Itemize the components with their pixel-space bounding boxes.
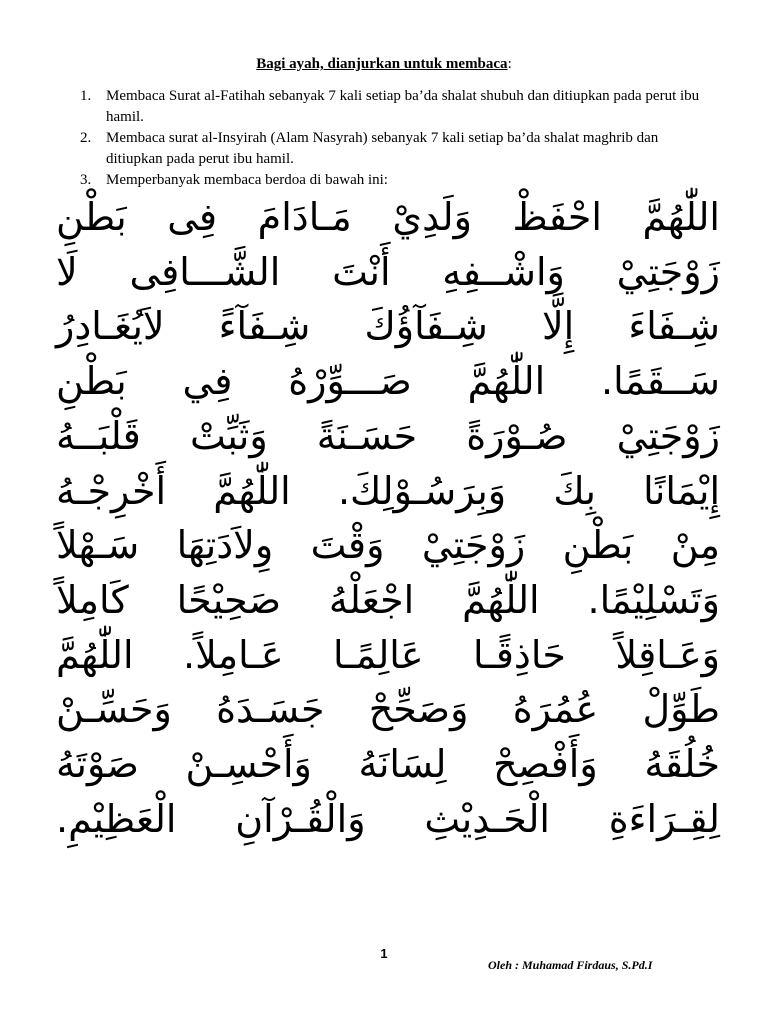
prayer-line: زَوْجَتِيْ صُـوْرَةً حَسَـنَةً وَثَبِّتْ قَلْبَــهُ <box>56 413 720 458</box>
section-heading <box>0 56 768 73</box>
prayer-line: وَتَسْلِيْمًا. اللّٰهُمَّ اجْعَلْهُ صَحِيْحًا كَامِلاً <box>56 577 720 622</box>
list-item <box>78 86 718 128</box>
list-item-text: Membaca Surat al-Fatihah sebanyak 7 kali setiap ba’da shalat shubuh dan ditiupkan pada perut ibu hamil. <box>106 88 700 125</box>
prayer-line: طَوِّلْ عُمُرَهُ وَصَحِّحْ جَسَـدَهُ وَحَسِّـنْ <box>56 687 720 732</box>
list-item-number: 2. <box>80 130 92 146</box>
prayer-line: زَوْجَتِيْ وَاشْــفِهِ أَنْتَ الشَّـــافِى لَا <box>56 249 720 294</box>
heading-text: Bagi ayah, dianjurkan untuk membaca <box>256 56 508 72</box>
prayer-line: وَعَـاقِلاً حَاذِقًـا عَالِمًـا عَـامِلاً. اللّٰهُمَّ <box>56 632 720 677</box>
author-credit: Oleh : Muhamad Firdaus, S.Pd.I <box>488 958 653 972</box>
prayer-line: شِـفَاءَ إِلَّا شِـفَآؤُكَ شِـفَآءً لاَيُغَـادِرُ <box>56 304 720 349</box>
prayer-line: مِنْ بَطْنِ زَوْجَتِيْ وَقْتَ وِلاَدَتِهَا سَـهْلاً <box>56 523 720 568</box>
list-item <box>78 128 718 170</box>
list-item-number: 1. <box>80 88 92 104</box>
prayer-line: إِيْمَانًا بِكَ وَبِرَسُـوْلِكَ. اللّٰهُمَّ أَخْرِجْـهُ <box>56 468 720 513</box>
page-number: 1 <box>380 946 388 961</box>
arabic-prayer <box>56 190 720 846</box>
prayer-line: لِقِـرَاءَةِ الْحَـدِيْثِ وَالْقُـرْآنِ الْعَظِيْمِ. <box>56 796 720 841</box>
prayer-line: سَــقَمًا. اللّٰهُمَّ صَـــوِّرْهُ فِي بَطْنِ <box>56 359 720 404</box>
list-item-text: Memperbanyak membaca berdoa di bawah ini: <box>106 172 388 188</box>
list-item <box>78 170 718 191</box>
instruction-list <box>78 86 718 191</box>
heading-colon: : <box>507 56 512 72</box>
prayer-line: اللّٰهُمَّ احْفَظْ وَلَدِيْ مَـادَامَ فِى بَطْنِ <box>56 195 720 239</box>
prayer-line: خُلُقَهُ وَأَفْصِحْ لِسَانَهُ وَأَحْسِـنْ صَوْتَهُ <box>56 742 720 787</box>
list-item-number: 3. <box>80 172 92 188</box>
list-item-text: Membaca surat al-Insyirah (Alam Nasyrah) sebanyak 7 kali setiap ba’da shalat maghrib dan ditiupkan pada perut ibu hamil. <box>106 130 659 167</box>
